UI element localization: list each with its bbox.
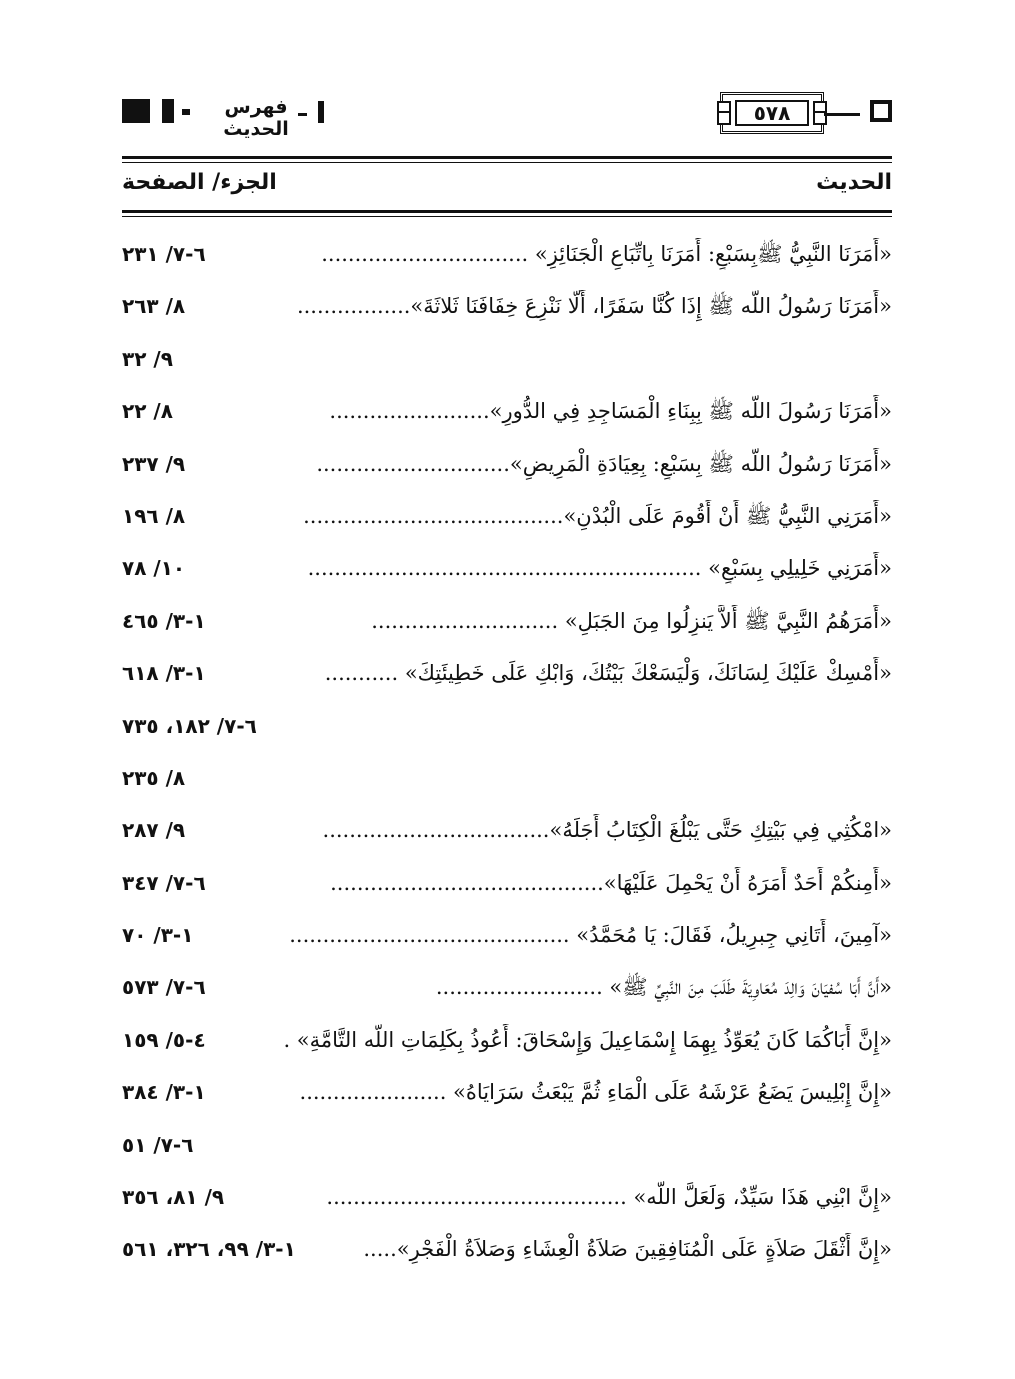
index-entry [122,647,892,699]
index-entry [122,333,892,385]
hadith-text: «أَنَّ أَبَا سُفيَانَ وَالِدَ مُعَاوِيَةَ طَلَبَ مِنَ النَّبِيِّ ﷺ» ......................... [435,975,892,1000]
header-bottom-rule-thin [122,216,892,217]
top-rule-thin [122,162,892,163]
index-entry [122,1014,892,1066]
header-rule-left [298,113,307,116]
hadith-text: «أَمَرَهُمُ النَّبِيَّ ﷺ أَلاَّ يَنزِلُوا مِنَ الجَبَلِ» ............................ [371,608,892,633]
volume-page-ref: ٦-٧/ ٣٤٧ [122,867,210,899]
index-entry [122,909,892,961]
hadith-text: «امْكُثِي فِي بَيْتِكِ حَتَّى يَبْلُغَ الْكِتَابُ أَجَلَهُ».................................. [322,818,892,843]
frame-ornament [717,111,731,125]
hadith-index-list [122,228,892,1276]
volume-page-ref: ٤-٥/ ١٥٩ [122,1024,210,1056]
volume-page-ref: ١-٣/ ٧٠ [122,919,197,951]
volume-page-ref: ٩/ ٢٨٧ [122,814,189,846]
index-entry [122,542,892,594]
index-entry [122,857,892,909]
index-entry [122,804,892,856]
volume-page-ref: ١-٣/ ٦١٨ [122,657,210,689]
hadith-text: «أَمِنكُمْ أَحَدٌ أَمَرَهُ أَنْ يَحْمِلَ عَلَيْهَا»......................................... [330,870,892,895]
volume-page-ref: ١-٣/ ٩٩، ٣٢٦، ٥٦١ [122,1233,300,1265]
hadith-text: «أَمَرَنِي خَلِيلِي بِسَبْعٍ» ........................................................... [307,556,892,581]
hadith-text: «آمِينَ، أَتَانِي جِبرِيلُ، فَقَالَ: يَا مُحَمَّدُ» .......................................... [289,923,892,948]
hadith-text: «أَمَرَنَا رَسُولُ اللَّه ﷺ إِذَا كُنَّا سَفَرًا، أَلَّا نَنْزِعَ خِفَافَنَا ثَلاثَةَ»................. [296,294,892,319]
page-number: ٥٧٨ [735,100,809,126]
header-bottom-rule [122,210,892,213]
header-ornament-tick [182,109,190,115]
hadith-text: «إِنَّ أَثْقَلَ صَلاَةٍ عَلَى الْمُنَافِقِينَ صَلاَةُ الْعِشَاءِ وَصَلاَةُ الْفَجْرِ»..... [363,1237,892,1262]
index-entry [122,280,892,332]
index-entry [122,752,892,804]
page-header [122,92,892,138]
index-entry [122,700,892,752]
index-entry [122,490,892,542]
volume-page-ref: ٦-٧/ ١٨٢، ٧٣٥ [122,710,257,742]
hadith-text: «إِنَّ إِبْلِيسَ يَضَعُ عَرْشَهُ عَلَى الْمَاءِ ثُمَّ يَبْعَثُ سَرَايَاهُ» ...................... [299,1080,892,1105]
top-rule [122,156,892,159]
header-title: فهرس الحديث [223,96,289,140]
index-entry [122,1171,892,1223]
volume-page-ref: ١-٣/ ٣٨٤ [122,1076,210,1108]
index-entry [122,595,892,647]
column-header-volume-page: الجزء/ الصفحة [122,170,277,195]
volume-page-ref: ٨/ ٢٢ [122,395,177,427]
volume-page-ref: ٩/ ٢٣٧ [122,448,189,480]
hadith-text: «أَمَرَنَا رَسُولُ اللَّه ﷺ بِسَبْعٍ: بِعِيَادَةِ الْمَرِيضِ»............................. [316,451,892,476]
index-entry [122,1066,892,1118]
header-ornament-bar [162,99,174,123]
header-ornament-block [122,99,150,123]
volume-page-ref: ٨/ ١٩٦ [122,500,189,532]
index-entry [122,438,892,490]
page-number-frame [720,92,824,134]
volume-page-ref: ٩/ ٣٢ [122,343,173,375]
volume-page-ref: ٦-٧/ ٢٣١ [122,238,210,270]
index-entry [122,1223,892,1275]
column-header-hadith: الحديث [816,170,892,195]
hadith-text: «أَمَرَنَا النَّبِيُّ ﷺبِسَبْعٍ: أَمَرَنَا بِاتِّبَاعِ الْجَنَائِزِ» ............................... [321,242,892,266]
header-rule-right [824,113,860,116]
volume-page-ref: ١٠/ ٧٨ [122,552,189,584]
hadith-text: «إِنَّ أَبَاكُمَا كَانَ يُعَوِّذُ بِهِمَا إِسْمَاعِيلَ وَإِسْحَاقَ: أَعُوذُ بِكَلِمَاتِ اللَّه التَّامَّةِ» . [283,1027,892,1052]
volume-page-ref: ١-٣/ ٤٦٥ [122,605,210,637]
volume-page-ref: ٩/ ٨١، ٣٥٦ [122,1181,228,1213]
hadith-text: «إِنَّ ابْنِي هَذَا سَيِّدٌ، وَلَعَلَّ اللَّه» ............................................. [326,1185,892,1210]
index-entry [122,228,892,280]
hadith-text: «أَمْسِكْ عَلَيْكَ لِسَانَكَ، وَلْيَسَعْكَ بَيْتُكَ، وَابْكِ عَلَى خَطِيئَتِكَ» ........... [324,661,892,686]
index-entry [122,385,892,437]
volume-page-ref: ٨/ ٢٦٣ [122,290,189,322]
header-title-divider [318,101,324,123]
index-entry [122,1119,892,1171]
index-entry [122,961,892,1013]
hadith-text: «أَمَرَنَا رَسُولَ اللَّه ﷺ بِبِنَاءِ الْمَسَاجِدِ فِي الدُّورِ»........................ [329,399,892,424]
hadith-text: «أَمَرَنِي النَّبِيُّ ﷺ أَنْ أَقُومَ عَلَى الْبُدْنِ»....................................... [303,503,892,528]
volume-page-ref: ٦-٧/ ٥١ [122,1129,193,1161]
volume-page-ref: ٦-٧/ ٥٧٣ [122,971,210,1003]
volume-page-ref: ٨/ ٢٣٥ [122,762,185,794]
header-ornament-square [870,100,892,122]
